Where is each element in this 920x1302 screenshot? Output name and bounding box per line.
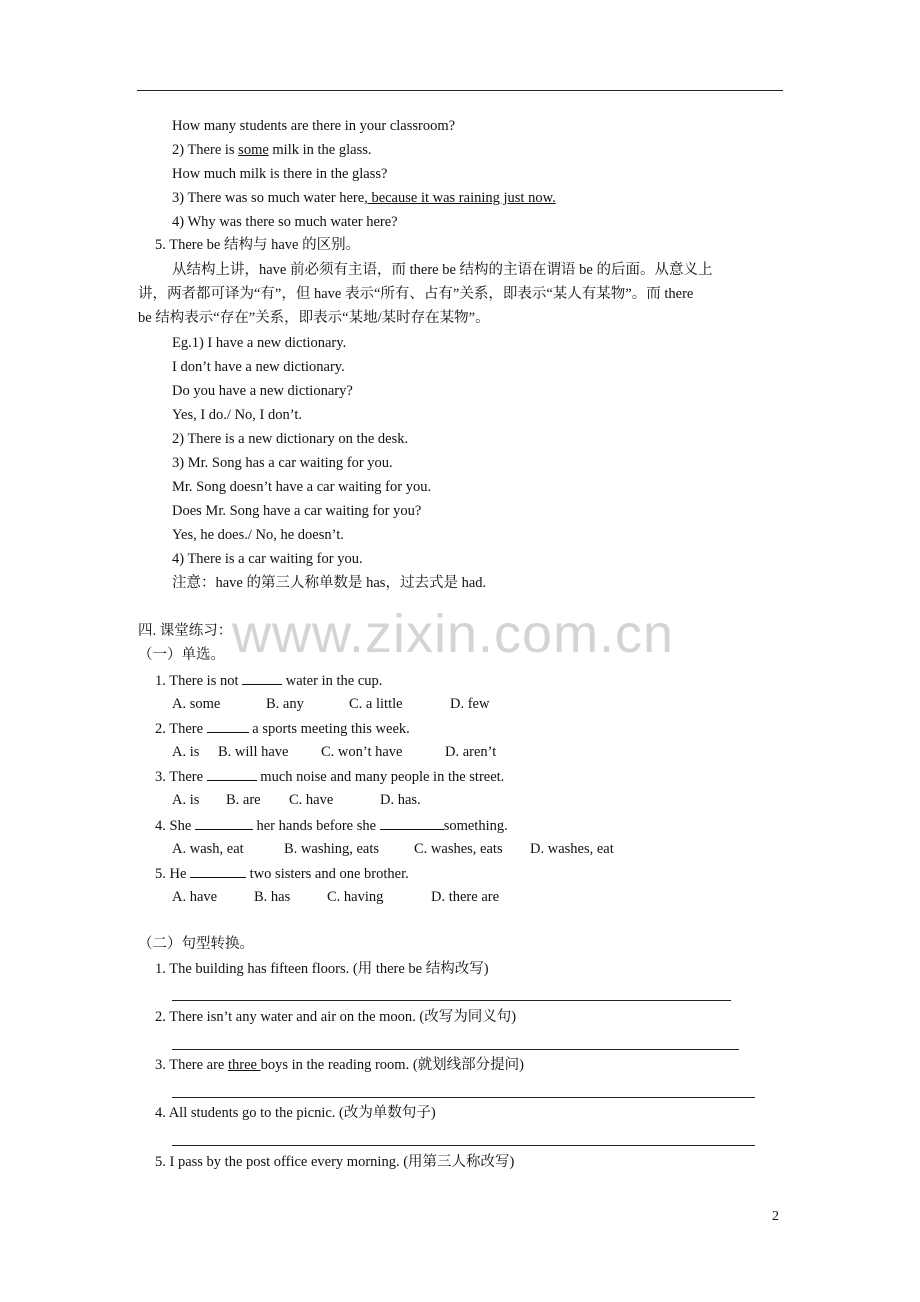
answer-line[interactable] [172,1000,731,1001]
text-line: 4) Why was there so much water here? [172,214,398,230]
subsection-title: （二）句型转换。 [138,936,254,952]
option[interactable]: A. have [172,889,218,905]
transform-question-2: 2. There isn’t any water and air on the moon. (改写为同义句) [155,1009,517,1025]
answer-blank[interactable] [242,670,282,685]
question-text: something. [443,818,508,834]
option[interactable]: D. few [450,696,490,712]
paragraph-line: 从结构上讲，have 前必须有主语，而 there be 结构的主语在谓语 be 的后面。从意义上 [172,262,713,278]
question-text: 4. She [155,818,195,834]
transform-question-5: 5. I pass by the post office every morning. (用第三人称改写) [155,1154,515,1170]
question-text: two sisters and one brother. [246,866,409,882]
example-line: Eg.1) I have a new dictionary. [172,335,347,351]
transform-question-4: 4. All students go to the picnic. (改为单数句子) [155,1105,436,1121]
section-title: 四. 课堂练习： [138,623,233,639]
transform-question-3 [155,1055,524,1075]
heading-5: 5. There be 结构与 have 的区别。 [155,237,361,253]
question-text: 3. There are [155,1057,228,1073]
text-span: 2) There is [172,142,239,158]
option[interactable]: C. a little [349,696,403,712]
text-span: 3) There was so much water here [172,190,365,206]
question-text: 5. He [155,866,191,882]
option[interactable]: D. there are [431,889,500,905]
option[interactable]: B. will have [218,744,289,760]
option[interactable]: D. washes, eat [530,841,614,857]
option[interactable]: B. washing, eats [284,841,380,857]
page-number: 2 [772,1209,779,1224]
answer-blank[interactable] [380,815,444,830]
header-rule [137,90,783,91]
options-row [172,694,489,714]
question-5 [155,863,409,884]
question-text: a sports meeting this week. [248,721,410,737]
question-text: much noise and many people in the street. [256,769,505,785]
option[interactable]: C. won’t have [321,744,403,760]
option[interactable]: C. have [289,792,334,808]
option[interactable]: C. washes, eats [414,841,503,857]
watermark: www.zixin.com.cn [232,604,675,664]
question-3 [155,766,504,787]
example-line: Does Mr. Song have a car waiting for you? [172,503,422,519]
text-line [172,140,372,160]
option[interactable]: A. is [172,792,200,808]
question-text: water in the cup. [282,673,383,689]
example-line: 3) Mr. Song has a car waiting for you. [172,455,393,471]
question-4 [155,815,508,836]
answer-blank[interactable] [207,766,257,781]
option[interactable]: A. some [172,696,221,712]
transform-question-1: 1. The building has fifteen floors. (用 there be 结构改写) [155,961,489,977]
answer-line[interactable] [172,1145,755,1146]
example-line: Do you have a new dictionary? [172,383,353,399]
option[interactable]: B. are [226,792,261,808]
text-span: milk in the glass. [268,142,372,158]
option[interactable]: D. aren’t [445,744,497,760]
options-row [172,887,499,907]
example-line: Mr. Song doesn’t have a car waiting for you. [172,479,432,495]
example-line: Yes, he does./ No, he doesn’t. [172,527,344,543]
subsection-title: （一）单选。 [138,647,225,663]
paragraph-line: 讲，两者都可译为“有”，但 have 表示“所有、占有”关系，即表示“某人有某物”。而 there [138,286,694,302]
example-line: 4) There is a car waiting for you. [172,551,363,567]
option[interactable]: A. wash, eat [172,841,244,857]
options-row [172,742,496,762]
question-1 [155,670,382,691]
option[interactable]: B. has [254,889,291,905]
answer-line[interactable] [172,1097,755,1098]
text-line [172,188,556,208]
answer-blank[interactable] [207,718,249,733]
answer-line[interactable] [172,1049,739,1050]
underlined-word: some [238,142,269,158]
option[interactable]: D. has. [380,792,421,808]
question-text: 3. There [155,769,207,785]
question-text: 2. There [155,721,207,737]
question-2 [155,718,410,739]
question-text: her hands before she [252,818,380,834]
text-line: How many students are there in your classroom? [172,118,456,134]
text-line: How much milk is there in the glass? [172,166,388,182]
option[interactable]: A. is [172,744,200,760]
underlined-phrase: , because it was raining just now. [364,190,556,206]
question-text: 1. There is not [155,673,243,689]
underlined-word: three [228,1057,261,1073]
options-row [172,790,421,810]
example-line: Yes, I do./ No, I don’t. [172,407,302,423]
option[interactable]: B. any [266,696,304,712]
paragraph-line: be 结构表示“存在”关系，即表示“某地/某时存在某物”。 [138,310,490,326]
options-row [172,839,614,859]
note-line: 注意：have 的第三人称单数是 has，过去式是 had. [172,575,487,591]
example-line: I don’t have a new dictionary. [172,359,345,375]
answer-blank[interactable] [195,815,253,830]
answer-blank[interactable] [190,863,246,878]
option[interactable]: C. having [327,889,384,905]
example-line: 2) There is a new dictionary on the desk. [172,431,409,447]
question-text: boys in the reading room. (就划线部分提问) [260,1057,524,1073]
